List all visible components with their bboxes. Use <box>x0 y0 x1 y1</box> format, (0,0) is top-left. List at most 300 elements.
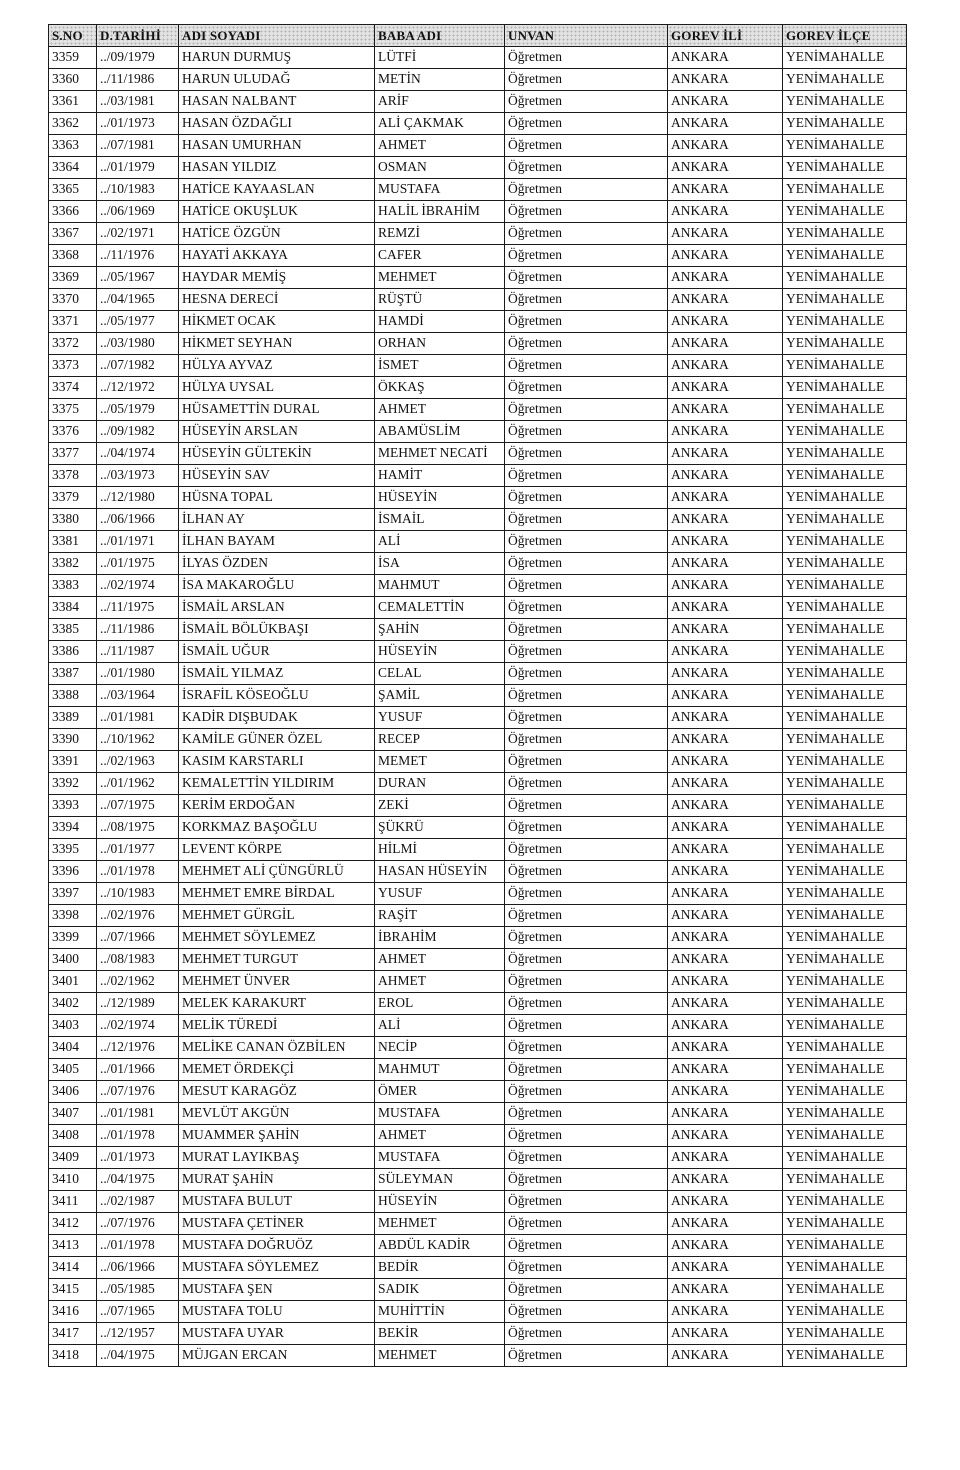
table-row <box>49 1235 907 1257</box>
table-cell: NECİP <box>375 1037 505 1059</box>
table-cell: YENİMAHALLE <box>783 1235 907 1257</box>
table-cell: MEVLÜT AKGÜN <box>179 1103 375 1125</box>
table-cell: HATİCE ÖZGÜN <box>179 223 375 245</box>
table-row <box>49 773 907 795</box>
table-cell: 3393 <box>49 795 97 817</box>
table-cell: MEHMET NECATİ <box>375 443 505 465</box>
table-cell: SÜLEYMAN <box>375 1169 505 1191</box>
table-cell: ../01/1978 <box>97 861 179 883</box>
table-cell: 3404 <box>49 1037 97 1059</box>
table-cell: Öğretmen <box>505 1015 668 1037</box>
table-cell: 3377 <box>49 443 97 465</box>
table-cell: YENİMAHALLE <box>783 1279 907 1301</box>
table-cell: ANKARA <box>668 839 783 861</box>
table-cell: Öğretmen <box>505 91 668 113</box>
table-cell: ANKARA <box>668 179 783 201</box>
table-cell: 3399 <box>49 927 97 949</box>
table-cell: ../06/1969 <box>97 201 179 223</box>
table-cell: YENİMAHALLE <box>783 355 907 377</box>
table-cell: 3412 <box>49 1213 97 1235</box>
table-cell: 3408 <box>49 1125 97 1147</box>
table-cell: İSMAİL BÖLÜKBAŞI <box>179 619 375 641</box>
table-cell: 3369 <box>49 267 97 289</box>
table-cell: YENİMAHALLE <box>783 861 907 883</box>
table-cell: MUHİTTİN <box>375 1301 505 1323</box>
table-cell: Öğretmen <box>505 685 668 707</box>
table-row <box>49 223 907 245</box>
table-cell: YENİMAHALLE <box>783 201 907 223</box>
table-cell: YENİMAHALLE <box>783 1257 907 1279</box>
table-cell: MUSTAFA ŞEN <box>179 1279 375 1301</box>
table-cell: ../07/1976 <box>97 1081 179 1103</box>
table-cell: ../04/1975 <box>97 1169 179 1191</box>
table-cell: 3362 <box>49 113 97 135</box>
table-cell: İSA MAKAROĞLU <box>179 575 375 597</box>
table-cell: ANKARA <box>668 69 783 91</box>
table-cell: ANKARA <box>668 1345 783 1367</box>
table-cell: MELEK KARAKURT <box>179 993 375 1015</box>
table-cell: EROL <box>375 993 505 1015</box>
table-cell: YENİMAHALLE <box>783 1191 907 1213</box>
table-cell: ANKARA <box>668 817 783 839</box>
table-cell: ANKARA <box>668 927 783 949</box>
table-cell: YENİMAHALLE <box>783 1169 907 1191</box>
table-row <box>49 377 907 399</box>
table-cell: Öğretmen <box>505 443 668 465</box>
table-row <box>49 817 907 839</box>
table-cell: ANKARA <box>668 113 783 135</box>
table-row <box>49 201 907 223</box>
table-cell: ../10/1983 <box>97 179 179 201</box>
table-cell: 3379 <box>49 487 97 509</box>
table-row <box>49 751 907 773</box>
personnel-table <box>48 24 907 1367</box>
table-cell: YUSUF <box>375 707 505 729</box>
table-cell: Öğretmen <box>505 993 668 1015</box>
table-cell: 3387 <box>49 663 97 685</box>
table-cell: ../01/1973 <box>97 113 179 135</box>
table-row <box>49 1015 907 1037</box>
table-cell: Öğretmen <box>505 839 668 861</box>
table-cell: YENİMAHALLE <box>783 597 907 619</box>
table-cell: HÜSEYİN <box>375 641 505 663</box>
table-cell: YENİMAHALLE <box>783 443 907 465</box>
table-cell: KERİM ERDOĞAN <box>179 795 375 817</box>
table-cell: ../07/1975 <box>97 795 179 817</box>
table-cell: 3398 <box>49 905 97 927</box>
table-cell: ../02/1974 <box>97 575 179 597</box>
table-cell: ALİ ÇAKMAK <box>375 113 505 135</box>
table-row <box>49 1169 907 1191</box>
table-cell: HİKMET OCAK <box>179 311 375 333</box>
table-row <box>49 91 907 113</box>
table-cell: ANKARA <box>668 1147 783 1169</box>
table-cell: YENİMAHALLE <box>783 1125 907 1147</box>
table-cell: MESUT KARAGÖZ <box>179 1081 375 1103</box>
table-cell: ../03/1973 <box>97 465 179 487</box>
table-cell: YENİMAHALLE <box>783 641 907 663</box>
table-cell: HÜSNA TOPAL <box>179 487 375 509</box>
table-cell: Öğretmen <box>505 333 668 355</box>
table-cell: 3375 <box>49 399 97 421</box>
table-cell: ../02/1976 <box>97 905 179 927</box>
table-cell: Öğretmen <box>505 1301 668 1323</box>
table-cell: Öğretmen <box>505 729 668 751</box>
table-cell: ../02/1962 <box>97 971 179 993</box>
table-cell: Öğretmen <box>505 1213 668 1235</box>
table-cell: YENİMAHALLE <box>783 1081 907 1103</box>
table-cell: Öğretmen <box>505 1169 668 1191</box>
table-cell: ANKARA <box>668 377 783 399</box>
table-cell: ../01/1981 <box>97 1103 179 1125</box>
table-cell: ANKARA <box>668 289 783 311</box>
table-cell: YENİMAHALLE <box>783 905 907 927</box>
table-cell: ANKARA <box>668 707 783 729</box>
table-row <box>49 355 907 377</box>
table-cell: ../07/1965 <box>97 1301 179 1323</box>
table-row <box>49 245 907 267</box>
table-row <box>49 1059 907 1081</box>
table-cell: ../05/1977 <box>97 311 179 333</box>
table-cell: MEHMET ÜNVER <box>179 971 375 993</box>
table-cell: ../11/1987 <box>97 641 179 663</box>
table-cell: MUSTAFA SÖYLEMEZ <box>179 1257 375 1279</box>
table-row <box>49 443 907 465</box>
table-cell: YENİMAHALLE <box>783 531 907 553</box>
table-cell: İLHAN AY <box>179 509 375 531</box>
table-cell: Öğretmen <box>505 905 668 927</box>
table-cell: 3418 <box>49 1345 97 1367</box>
table-cell: ../04/1974 <box>97 443 179 465</box>
table-cell: 3389 <box>49 707 97 729</box>
table-row <box>49 949 907 971</box>
table-cell: YENİMAHALLE <box>783 575 907 597</box>
table-cell: ÖMER <box>375 1081 505 1103</box>
table-cell: MEMET <box>375 751 505 773</box>
table-cell: RÜŞTÜ <box>375 289 505 311</box>
table-row <box>49 421 907 443</box>
table-cell: ABDÜL KADİR <box>375 1235 505 1257</box>
table-cell: HİLMİ <box>375 839 505 861</box>
table-cell: HAMDİ <box>375 311 505 333</box>
table-cell: ANKARA <box>668 311 783 333</box>
table-cell: ../10/1983 <box>97 883 179 905</box>
table-cell: ../09/1982 <box>97 421 179 443</box>
table-cell: ABAMÜSLİM <box>375 421 505 443</box>
table-cell: YENİMAHALLE <box>783 773 907 795</box>
table-cell: ANKARA <box>668 553 783 575</box>
table-cell: ANKARA <box>668 1103 783 1125</box>
table-cell: YENİMAHALLE <box>783 487 907 509</box>
table-cell: ../06/1966 <box>97 1257 179 1279</box>
table-row <box>49 685 907 707</box>
table-row <box>49 113 907 135</box>
table-cell: ../11/1986 <box>97 619 179 641</box>
table-cell: Öğretmen <box>505 641 668 663</box>
table-row <box>49 641 907 663</box>
col-header-sno: S.NO <box>49 25 97 47</box>
table-cell: BEKİR <box>375 1323 505 1345</box>
table-cell: Öğretmen <box>505 487 668 509</box>
table-cell: KADİR DIŞBUDAK <box>179 707 375 729</box>
table-cell: ANKARA <box>668 949 783 971</box>
table-cell: KAMİLE GÜNER ÖZEL <box>179 729 375 751</box>
table-cell: İLYAS ÖZDEN <box>179 553 375 575</box>
table-cell: KORKMAZ BAŞOĞLU <box>179 817 375 839</box>
table-cell: YENİMAHALLE <box>783 729 907 751</box>
table-row <box>49 1323 907 1345</box>
table-cell: 3361 <box>49 91 97 113</box>
table-cell: Öğretmen <box>505 179 668 201</box>
table-cell: HÜLYA UYSAL <box>179 377 375 399</box>
col-header-baba-adi: BABA ADI <box>375 25 505 47</box>
table-cell: RECEP <box>375 729 505 751</box>
table-cell: BEDİR <box>375 1257 505 1279</box>
table-cell: İSMAİL ARSLAN <box>179 597 375 619</box>
table-cell: ANKARA <box>668 157 783 179</box>
table-cell: HÜSAMETTİN DURAL <box>179 399 375 421</box>
table-cell: 3396 <box>49 861 97 883</box>
table-cell: ../01/1975 <box>97 553 179 575</box>
table-cell: ANKARA <box>668 1235 783 1257</box>
table-cell: MELİKE CANAN ÖZBİLEN <box>179 1037 375 1059</box>
table-cell: MAHMUT <box>375 1059 505 1081</box>
table-cell: Öğretmen <box>505 663 668 685</box>
table-cell: LÜTFİ <box>375 47 505 69</box>
table-cell: ANKARA <box>668 971 783 993</box>
table-cell: YENİMAHALLE <box>783 135 907 157</box>
table-cell: ANKARA <box>668 135 783 157</box>
table-row <box>49 487 907 509</box>
table-cell: HALİL İBRAHİM <box>375 201 505 223</box>
table-cell: SADIK <box>375 1279 505 1301</box>
table-row <box>49 1081 907 1103</box>
table-cell: ../11/1986 <box>97 69 179 91</box>
table-cell: YENİMAHALLE <box>783 289 907 311</box>
table-cell: 3392 <box>49 773 97 795</box>
table-cell: ../07/1981 <box>97 135 179 157</box>
table-cell: HÜSEYİN <box>375 487 505 509</box>
table-cell: ANKARA <box>668 1279 783 1301</box>
table-cell: 3359 <box>49 47 97 69</box>
table-cell: ANKARA <box>668 267 783 289</box>
table-row <box>49 927 907 949</box>
table-cell: ../01/1971 <box>97 531 179 553</box>
table-cell: YENİMAHALLE <box>783 707 907 729</box>
table-cell: 3391 <box>49 751 97 773</box>
table-cell: YENİMAHALLE <box>783 311 907 333</box>
table-row <box>49 465 907 487</box>
table-cell: MÜJGAN ERCAN <box>179 1345 375 1367</box>
table-cell: ../01/1966 <box>97 1059 179 1081</box>
table-cell: 3370 <box>49 289 97 311</box>
table-cell: 3400 <box>49 949 97 971</box>
table-cell: HASAN UMURHAN <box>179 135 375 157</box>
table-cell: YENİMAHALLE <box>783 179 907 201</box>
table-cell: 3382 <box>49 553 97 575</box>
table-cell: HİKMET SEYHAN <box>179 333 375 355</box>
table-cell: ANKARA <box>668 91 783 113</box>
table-cell: ALİ <box>375 531 505 553</box>
table-cell: Öğretmen <box>505 575 668 597</box>
table-cell: MURAT ŞAHİN <box>179 1169 375 1191</box>
table-cell: YENİMAHALLE <box>783 377 907 399</box>
table-row <box>49 839 907 861</box>
table-cell: Öğretmen <box>505 47 668 69</box>
table-cell: KEMALETTİN YILDIRIM <box>179 773 375 795</box>
table-cell: ANKARA <box>668 1301 783 1323</box>
table-cell: OSMAN <box>375 157 505 179</box>
table-cell: ../05/1985 <box>97 1279 179 1301</box>
table-cell: ZEKİ <box>375 795 505 817</box>
table-cell: YENİMAHALLE <box>783 553 907 575</box>
table-cell: ANKARA <box>668 751 783 773</box>
table-row <box>49 47 907 69</box>
table-cell: YENİMAHALLE <box>783 1015 907 1037</box>
table-cell: YENİMAHALLE <box>783 949 907 971</box>
table-cell: YENİMAHALLE <box>783 421 907 443</box>
table-cell: Öğretmen <box>505 245 668 267</box>
table-cell: CEMALETTİN <box>375 597 505 619</box>
table-cell: ../02/1974 <box>97 1015 179 1037</box>
table-cell: Öğretmen <box>505 311 668 333</box>
table-cell: ../07/1976 <box>97 1213 179 1235</box>
table-cell: 3371 <box>49 311 97 333</box>
table-row <box>49 1147 907 1169</box>
table-cell: Öğretmen <box>505 399 668 421</box>
table-row <box>49 509 907 531</box>
table-cell: ../02/1963 <box>97 751 179 773</box>
table-cell: İSMAİL UĞUR <box>179 641 375 663</box>
table-cell: Öğretmen <box>505 1279 668 1301</box>
table-cell: ANKARA <box>668 333 783 355</box>
table-cell: YENİMAHALLE <box>783 883 907 905</box>
table-cell: Öğretmen <box>505 795 668 817</box>
col-header-unvan: UNVAN <box>505 25 668 47</box>
table-cell: ANKARA <box>668 597 783 619</box>
table-cell: MAHMUT <box>375 575 505 597</box>
table-row <box>49 1345 907 1367</box>
table-row <box>49 861 907 883</box>
table-cell: CELAL <box>375 663 505 685</box>
table-cell: Öğretmen <box>505 377 668 399</box>
col-header-gorev-ili: GOREV İLİ <box>668 25 783 47</box>
table-cell: 3394 <box>49 817 97 839</box>
table-cell: ANKARA <box>668 1037 783 1059</box>
table-cell: HASAN ÖZDAĞLI <box>179 113 375 135</box>
table-row <box>49 663 907 685</box>
table-cell: YENİMAHALLE <box>783 509 907 531</box>
table-row <box>49 135 907 157</box>
table-cell: ../01/1980 <box>97 663 179 685</box>
table-cell: YENİMAHALLE <box>783 751 907 773</box>
table-cell: HÜSEYİN GÜLTEKİN <box>179 443 375 465</box>
table-cell: HARUN DURMUŞ <box>179 47 375 69</box>
table-cell: REMZİ <box>375 223 505 245</box>
table-cell: Öğretmen <box>505 289 668 311</box>
table-row <box>49 795 907 817</box>
table-cell: 3364 <box>49 157 97 179</box>
table-cell: ANKARA <box>668 465 783 487</box>
table-cell: 3367 <box>49 223 97 245</box>
table-cell: 3365 <box>49 179 97 201</box>
table-cell: ANKARA <box>668 509 783 531</box>
table-cell: Öğretmen <box>505 883 668 905</box>
table-cell: Öğretmen <box>505 597 668 619</box>
table-cell: Öğretmen <box>505 1191 668 1213</box>
col-header-dtarihi: D.TARİHİ <box>97 25 179 47</box>
table-cell: ANKARA <box>668 487 783 509</box>
table-cell: Öğretmen <box>505 69 668 91</box>
table-cell: ANKARA <box>668 641 783 663</box>
table-cell: HÜLYA AYVAZ <box>179 355 375 377</box>
table-cell: MUSTAFA TOLU <box>179 1301 375 1323</box>
table-cell: YENİMAHALLE <box>783 1037 907 1059</box>
table-cell: ANKARA <box>668 443 783 465</box>
table-cell: ../12/1976 <box>97 1037 179 1059</box>
table-cell: YENİMAHALLE <box>783 927 907 949</box>
table-cell: 3383 <box>49 575 97 597</box>
table-row <box>49 1037 907 1059</box>
table-cell: MUSTAFA <box>375 1103 505 1125</box>
table-row <box>49 1103 907 1125</box>
table-cell: HARUN ULUDAĞ <box>179 69 375 91</box>
table-row <box>49 619 907 641</box>
table-cell: ../12/1980 <box>97 487 179 509</box>
table-cell: HAYDAR MEMİŞ <box>179 267 375 289</box>
col-header-adi-soyadi: ADI SOYADI <box>179 25 375 47</box>
table-cell: ANKARA <box>668 1213 783 1235</box>
table-cell: ANKARA <box>668 201 783 223</box>
table-cell: YENİMAHALLE <box>783 1213 907 1235</box>
table-cell: METİN <box>375 69 505 91</box>
table-cell: İSMAİL <box>375 509 505 531</box>
table-body <box>49 47 907 1367</box>
table-cell: 3409 <box>49 1147 97 1169</box>
table-cell: MELİK TÜREDİ <box>179 1015 375 1037</box>
table-row <box>49 1191 907 1213</box>
table-cell: Öğretmen <box>505 223 668 245</box>
table-cell: ../01/1978 <box>97 1235 179 1257</box>
table-cell: MEHMET <box>375 1213 505 1235</box>
table-cell: AHMET <box>375 399 505 421</box>
table-row <box>49 971 907 993</box>
table-cell: ../03/1980 <box>97 333 179 355</box>
table-cell: Öğretmen <box>505 1037 668 1059</box>
table-cell: ../11/1976 <box>97 245 179 267</box>
table-cell: ALİ <box>375 1015 505 1037</box>
table-cell: ../04/1975 <box>97 1345 179 1367</box>
table-cell: Öğretmen <box>505 135 668 157</box>
table-cell: Öğretmen <box>505 201 668 223</box>
table-cell: ŞAMİL <box>375 685 505 707</box>
table-cell: ANKARA <box>668 905 783 927</box>
table-row <box>49 1301 907 1323</box>
table-cell: ANKARA <box>668 685 783 707</box>
table-cell: 3381 <box>49 531 97 553</box>
table-row <box>49 311 907 333</box>
table-cell: YENİMAHALLE <box>783 399 907 421</box>
table-cell: YENİMAHALLE <box>783 91 907 113</box>
table-cell: ../08/1983 <box>97 949 179 971</box>
table-cell: İSA <box>375 553 505 575</box>
table-cell: YENİMAHALLE <box>783 1345 907 1367</box>
table-row <box>49 399 907 421</box>
table-cell: ANKARA <box>668 399 783 421</box>
table-cell: 3390 <box>49 729 97 751</box>
table-cell: MUSTAFA DOĞRUÖZ <box>179 1235 375 1257</box>
table-cell: ../12/1989 <box>97 993 179 1015</box>
